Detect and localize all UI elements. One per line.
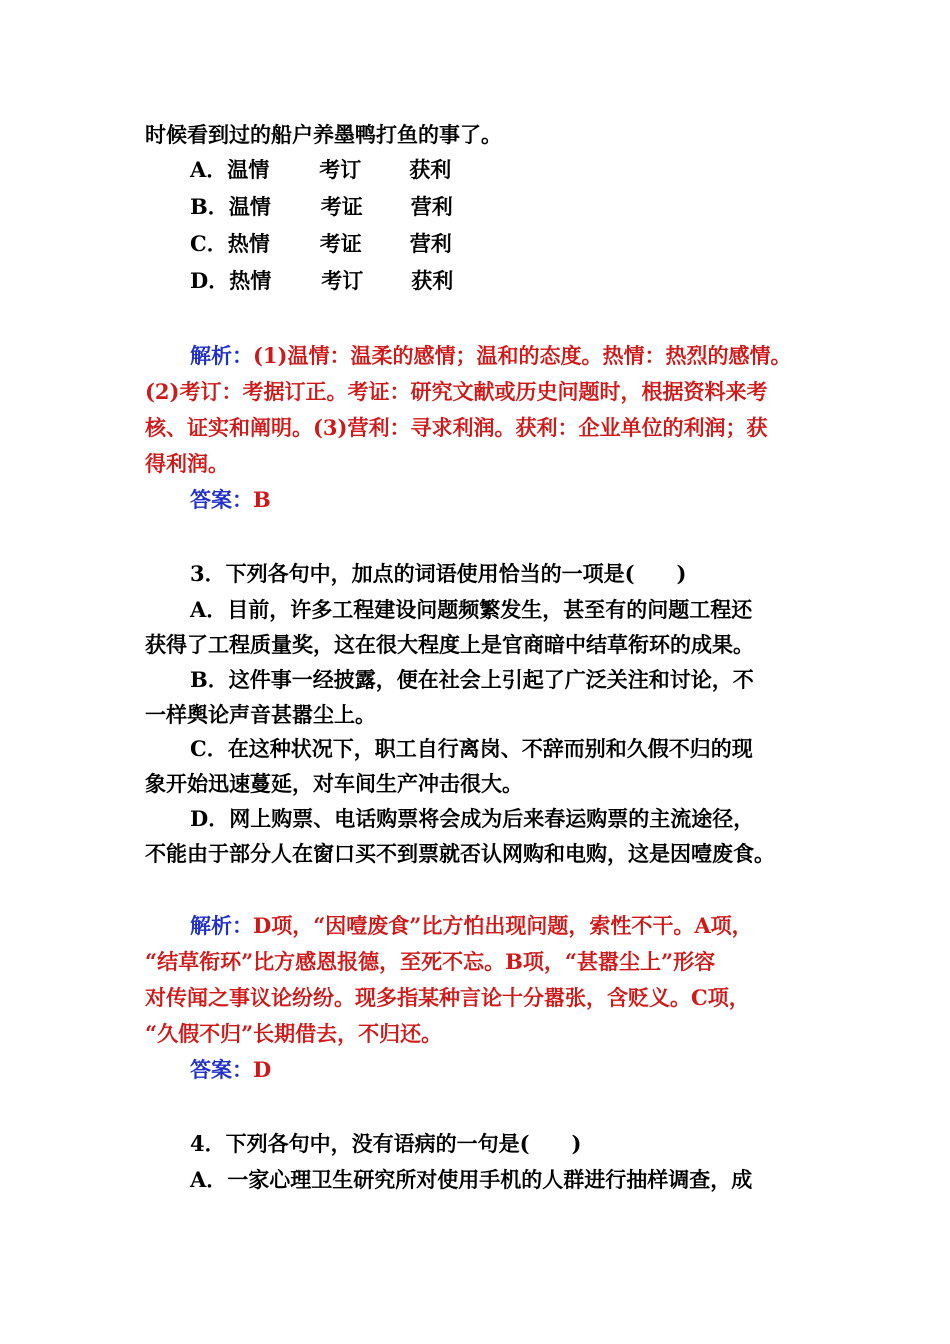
q2-analysis-label: 解析： [190, 343, 253, 368]
q2-analysis-line-4: 得利润。 [145, 451, 229, 476]
q3-analysis-line-4: “久假不归”长期借去，不归还。 [145, 1021, 443, 1046]
q3-option-d-line-1: D．网上购票、电话购票将会成为后来春运购票的主流途径， [190, 806, 755, 831]
q3-option-c-line-2: 象开始迅速蔓延，对车间生产冲击很大。 [145, 771, 523, 796]
q3-option-d-line-2: 不能由于部分人在窗口买不到票就否认网购和电购，这是因噎废食。 [145, 841, 775, 866]
q2-answer-value: B [253, 487, 271, 512]
q3-answer [190, 1055, 870, 1085]
q2-analysis-line-3: 核、证实和阐明。(3)营利：寻求利润。获利：企业单位的利润；获 [145, 415, 768, 440]
q3-option-b-line-2: 一样舆论声音甚嚣尘上。 [145, 702, 376, 727]
q2-option-b: B．温情 考证 营利 [190, 194, 453, 219]
q3-answer-label: 答案： [190, 1057, 253, 1082]
intro-line: 时候看到过的船户养墨鸭打鱼的事了。 [145, 122, 502, 147]
q2-option-a: A．温情 考订 获利 [190, 157, 452, 182]
q2-answer [190, 485, 870, 515]
q3-option-a-line-1: A．目前，许多工程建设问题频繁发生，甚至有的问题工程还 [190, 597, 753, 622]
q3-stem: 3．下列各句中，加点的词语使用恰当的一项是( ) [190, 561, 687, 586]
q2-answer-label: 答案： [190, 487, 253, 512]
q3-option-a-line-2: 获得了工程质量奖，这在很大程度上是官商暗中结草衔环的成果。 [145, 632, 754, 657]
q3-analysis-line-3: 对传闻之事议论纷纷。现多指某种言论十分嚣张，含贬义。C项， [145, 985, 750, 1010]
q3-analysis-line-1: 解析：D项，“因噎废食”比方怕出现问题，索性不干。A项， [190, 913, 753, 938]
q2-analysis-line-2: (2)考订：考据订正。考证：研究文献或历史问题时，根据资料来考 [145, 379, 768, 404]
q3-analysis-label: 解析： [190, 913, 253, 938]
q2-option-d: D．热情 考订 获利 [190, 268, 454, 293]
q4-stem: 4．下列各句中，没有语病的一句是( ) [190, 1131, 582, 1156]
q4-option-a: A．一家心理卫生研究所对使用手机的人群进行抽样调查，成 [190, 1167, 753, 1192]
q2-option-c: C．热情 考证 营利 [190, 231, 452, 256]
q2-analysis-line-1: 解析：(1)温情：温柔的感情；温和的态度。热情：热烈的感情。 [190, 343, 792, 368]
q3-option-c-line-1: C．在这种状况下，职工自行离岗、不辞而别和久假不归的现 [190, 736, 753, 761]
q3-option-b-line-1: B．这件事一经披露，便在社会上引起了广泛关注和讨论，不 [190, 667, 754, 692]
q3-answer-value: D [253, 1057, 272, 1082]
q3-analysis-line-2: “结草衔环”比方感恩报德，至死不忘。B项，“甚嚣尘上”形容 [145, 949, 716, 974]
